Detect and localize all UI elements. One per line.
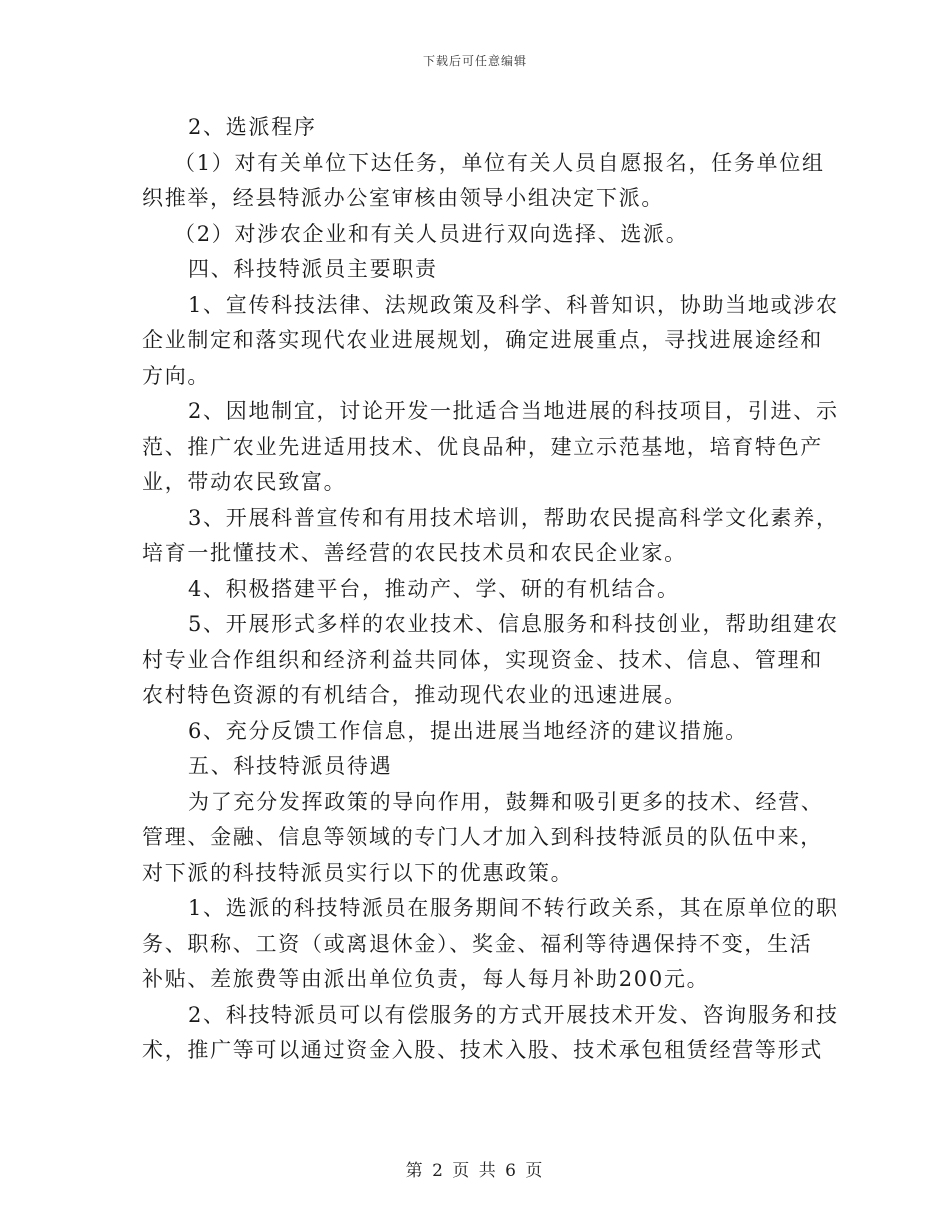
text-line: 为了充分发挥政策的导向作用，鼓舞和吸引更多的技术、经营、 [188, 789, 824, 814]
text-line: 管理、金融、信息等领域的专门人才加入到科技特派员的队伍中来， [142, 825, 823, 849]
text-line: （2）对涉农企业和有关人员进行双向选择、选派。 [174, 221, 689, 246]
text-line: 四、科技特派员主要职责 [188, 257, 438, 281]
text-line: （1）对有关单位下达任务，单位有关人员自愿报名，任务单位组 [174, 150, 825, 175]
text-line: 4、积极搭建平台，推动产、学、研的有机结合。 [188, 576, 680, 601]
text-line: 范、推广农业先进适用技术、优良品种，建立示范基地，培育特色产 [142, 434, 823, 459]
text-line: 2、选派程序 [188, 115, 317, 139]
text-line: 方向。 [142, 363, 211, 388]
text-line: 村专业合作组织和经济利益共同体，实现资金、技术、信息、管理和 [142, 647, 823, 672]
text-line: 五、科技特派员待遇 [188, 754, 393, 778]
text-line: 补贴、差旅费等由派出单位负责，每人每月补助200元。 [142, 967, 710, 991]
text-line: 培育一批懂技术、善经营的农民技术员和农民企业家。 [142, 541, 687, 565]
text-line: 农村特色资源的有机结合，推动现代农业的迅速进展。 [142, 683, 687, 707]
text-line: 业，带动农民致富。 [142, 470, 347, 494]
text-line: 6、充分反馈工作信息，提出进展当地经济的建议措施。 [188, 718, 748, 743]
text-line: 术，推广等可以通过资金入股、技术入股、技术承包租赁经营等形式 [142, 1038, 823, 1062]
page-footer-page-number: 第 2 页 共 6 页 [405, 1161, 545, 1181]
text-line: 企业制定和落实现代农业进展规划，确定进展重点，寻找进展途经和 [142, 328, 823, 352]
text-line: 2、科技特派员可以有偿服务的方式开展技术开发、咨询服务和技 [188, 1002, 839, 1027]
text-line: 对下派的科技特派员实行以下的优惠政策。 [142, 860, 574, 885]
text-line: 2、因地制宜，讨论开发一批适合当地进展的科技项目，引进、示 [188, 399, 839, 423]
text-line: 织推举，经县特派办公室审核由领导小组决定下派。 [142, 186, 665, 210]
text-line: 3、开展科普宣传和有用技术培训，帮助农民提高科学文化素养， [188, 505, 839, 530]
text-line: 1、选派的科技特派员在服务期间不转行政关系，其在原单位的职 [188, 896, 839, 920]
text-line: 5、开展形式多样的农业技术、信息服务和科技创业，帮助组建农 [188, 612, 839, 636]
text-line: 1、宣传科技法律、法规政策及科学、科普知识，协助当地或涉农 [188, 292, 839, 317]
text-line: 务、职称、工资（或离退休金）、奖金、福利等待遇保持不变，生活 [142, 931, 813, 956]
document-body [142, 110, 839, 1069]
page-header: 下载后可任意编辑 [422, 54, 527, 68]
